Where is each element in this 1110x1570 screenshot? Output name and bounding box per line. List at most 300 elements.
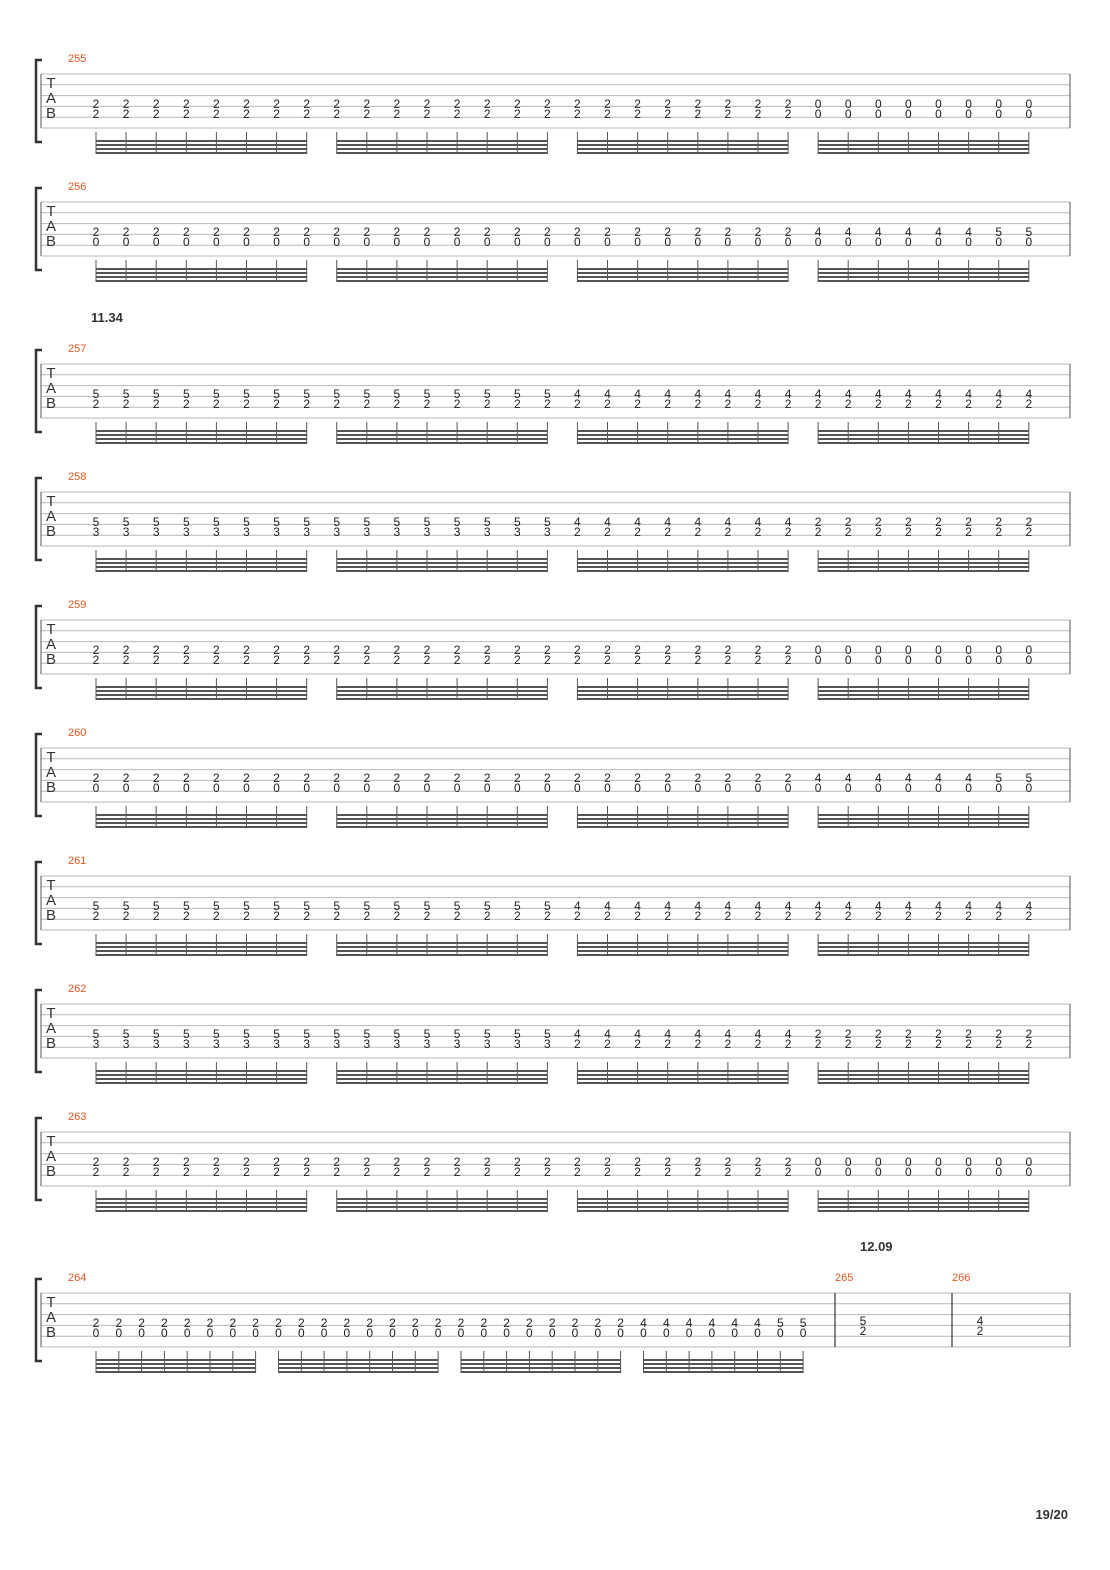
- fret-number: 2: [724, 397, 732, 411]
- fret-number: 2: [182, 643, 190, 657]
- fret-number: 0: [664, 235, 672, 249]
- fret-number: 2: [814, 909, 822, 923]
- fret-number: 2: [604, 653, 611, 667]
- tab-clef-letter: T: [46, 1005, 56, 1022]
- fret-number: 2: [814, 1027, 822, 1041]
- fret-number: 0: [874, 781, 882, 795]
- fret-number: 2: [423, 1165, 431, 1179]
- fret-number: 2: [333, 1155, 341, 1169]
- fret-number: 3: [213, 525, 220, 539]
- fret-number: 2: [393, 107, 401, 121]
- fret-number: 0: [874, 1155, 882, 1169]
- fret-number: 3: [92, 1037, 100, 1051]
- fret-number: 0: [965, 107, 972, 121]
- fret-number: 5: [122, 1027, 130, 1041]
- fret-number: 2: [152, 397, 160, 411]
- fret-number: 5: [122, 515, 130, 529]
- fret-number: 4: [634, 899, 641, 913]
- fret-number: 2: [453, 771, 461, 785]
- fret-number: 0: [275, 1326, 282, 1340]
- fret-number: 2: [574, 653, 581, 667]
- fret-number: 3: [152, 1037, 160, 1051]
- fret-number: 0: [995, 781, 1003, 795]
- fret-number: 2: [333, 1165, 341, 1179]
- fret-number: 2: [363, 771, 371, 785]
- tab-clef-letter: T: [46, 1294, 56, 1311]
- fret-number: 0: [1025, 97, 1033, 111]
- fret-number: 2: [92, 97, 100, 111]
- fret-number: 5: [483, 387, 491, 401]
- fret-number: 2: [965, 515, 972, 529]
- fret-number: 0: [1025, 107, 1033, 121]
- fret-number: 2: [574, 397, 581, 411]
- fret-number: 2: [634, 653, 641, 667]
- fret-number: 2: [363, 1165, 371, 1179]
- fret-number: 3: [333, 525, 341, 539]
- fret-number: 2: [152, 1165, 160, 1179]
- fret-number: 2: [784, 771, 792, 785]
- fret-number: 2: [513, 909, 521, 923]
- fret-number: 0: [544, 235, 551, 249]
- fret-number: 2: [604, 1037, 611, 1051]
- fret-number: 0: [617, 1326, 624, 1340]
- fret-number: 5: [303, 387, 311, 401]
- fret-number: 2: [152, 107, 160, 121]
- fret-number: 0: [138, 1326, 145, 1340]
- fret-number: 2: [664, 225, 672, 239]
- tab-system: [36, 1111, 1070, 1212]
- fret-number: 0: [548, 1326, 556, 1340]
- tab-clef-letter: B: [45, 105, 57, 122]
- fret-number: 2: [363, 643, 371, 657]
- measure-number: 263: [68, 1111, 87, 1123]
- tab-system: [36, 1239, 1070, 1373]
- fret-number: 3: [393, 1037, 401, 1051]
- fret-number: 2: [754, 525, 762, 539]
- fret-number: 0: [995, 653, 1003, 667]
- fret-number: 4: [784, 515, 792, 529]
- fret-number: 3: [483, 525, 491, 539]
- fret-number: 5: [333, 899, 341, 913]
- fret-number: 2: [694, 525, 702, 539]
- fret-number: 2: [243, 397, 250, 411]
- fret-number: 2: [393, 771, 401, 785]
- fret-number: 0: [844, 1155, 852, 1169]
- measure-number: 265: [835, 1272, 854, 1284]
- fret-number: 2: [1025, 1027, 1033, 1041]
- fret-number: 4: [965, 387, 972, 401]
- fret-number: 2: [333, 653, 341, 667]
- fret-number: 2: [995, 515, 1003, 529]
- fret-number: 3: [483, 1037, 491, 1051]
- fret-number: 0: [213, 235, 220, 249]
- fret-number: 5: [513, 387, 521, 401]
- fret-number: 4: [664, 387, 672, 401]
- fret-number: 0: [814, 653, 822, 667]
- fret-number: 2: [604, 225, 611, 239]
- fret-number: 5: [213, 387, 220, 401]
- tab-clef-letter: T: [46, 493, 56, 510]
- fret-number: 2: [844, 1027, 852, 1041]
- fret-number: 2: [935, 515, 942, 529]
- fret-number: 0: [935, 1165, 942, 1179]
- fret-number: 5: [453, 1027, 461, 1041]
- fret-number: 5: [483, 1027, 491, 1041]
- fret-number: 2: [363, 225, 371, 239]
- fret-number: 2: [333, 107, 341, 121]
- fret-number: 0: [844, 653, 852, 667]
- fret-number: 2: [480, 1316, 488, 1330]
- fret-number: 3: [423, 1037, 431, 1051]
- fret-number: 4: [754, 515, 762, 529]
- fret-number: 2: [229, 1316, 237, 1330]
- fret-number: 2: [995, 1037, 1003, 1051]
- fret-number: 2: [483, 909, 491, 923]
- fret-number: 2: [152, 771, 160, 785]
- fret-number: 0: [844, 107, 852, 121]
- tab-clef-letter: T: [46, 75, 56, 92]
- fret-number: 2: [92, 909, 100, 923]
- tab-system: [36, 181, 1070, 282]
- fret-number: 4: [814, 225, 822, 239]
- fret-number: 0: [844, 781, 852, 795]
- fret-number: 3: [453, 525, 461, 539]
- fret-number: 2: [1025, 909, 1033, 923]
- fret-number: 2: [694, 225, 702, 239]
- fret-number: 2: [574, 97, 581, 111]
- fret-number: 4: [664, 515, 672, 529]
- fret-number: 5: [483, 899, 491, 913]
- fret-number: 2: [526, 1316, 533, 1330]
- fret-number: 2: [453, 909, 461, 923]
- fret-number: 2: [634, 397, 641, 411]
- measure-number: 257: [68, 343, 87, 355]
- fret-number: 2: [874, 525, 882, 539]
- fret-number: 2: [213, 225, 220, 239]
- fret-number: 2: [844, 1037, 852, 1051]
- fret-number: 2: [965, 1027, 972, 1041]
- fret-number: 4: [574, 387, 581, 401]
- fret-number: 2: [634, 225, 641, 239]
- fret-number: 0: [874, 1165, 882, 1179]
- fret-number: 2: [483, 643, 491, 657]
- fret-number: 2: [182, 909, 190, 923]
- fret-number: 0: [393, 235, 401, 249]
- fret-number: 2: [935, 525, 942, 539]
- fret-number: 0: [754, 1326, 761, 1340]
- fret-number: 0: [905, 781, 912, 795]
- fret-number: 5: [513, 515, 521, 529]
- fret-number: 0: [457, 1326, 465, 1340]
- fret-number: 4: [574, 899, 581, 913]
- fret-number: 2: [574, 909, 581, 923]
- fret-number: 0: [995, 1165, 1003, 1179]
- fret-number: 5: [363, 1027, 371, 1041]
- fret-number: 2: [513, 97, 521, 111]
- fret-number: 2: [411, 1316, 419, 1330]
- section-marker: 11.34: [91, 310, 123, 325]
- fret-number: 2: [905, 1027, 912, 1041]
- fret-number: 0: [814, 97, 822, 111]
- fret-number: 0: [905, 235, 912, 249]
- fret-number: 0: [483, 235, 491, 249]
- tab-system: [36, 53, 1070, 154]
- fret-number: 4: [814, 771, 822, 785]
- tab-clef-letter: T: [46, 877, 56, 894]
- fret-number: 2: [754, 1037, 762, 1051]
- tab-clef-letter: A: [45, 764, 57, 781]
- fret-number: 2: [483, 1155, 491, 1169]
- fret-number: 0: [213, 781, 220, 795]
- fret-number: 5: [213, 899, 220, 913]
- fret-number: 2: [874, 397, 882, 411]
- fret-number: 2: [724, 225, 732, 239]
- fret-number: 0: [874, 643, 882, 657]
- fret-number: 5: [182, 515, 190, 529]
- fret-number: 2: [152, 97, 160, 111]
- fret-number: 2: [1025, 397, 1033, 411]
- fret-number: 4: [874, 387, 882, 401]
- fret-number: 2: [694, 1037, 702, 1051]
- fret-number: 5: [483, 515, 491, 529]
- fret-number: 0: [776, 1326, 784, 1340]
- fret-number: 2: [333, 97, 341, 111]
- fret-number: 2: [513, 653, 521, 667]
- tab-system: [36, 310, 1070, 444]
- fret-number: 0: [393, 781, 401, 795]
- fret-number: 4: [685, 1316, 693, 1330]
- fret-number: 2: [544, 1155, 551, 1169]
- fret-number: 2: [617, 1316, 624, 1330]
- fret-number: 0: [1025, 643, 1033, 657]
- fret-number: 2: [664, 909, 672, 923]
- fret-number: 0: [905, 97, 912, 111]
- fret-number: 0: [784, 235, 792, 249]
- fret-number: 0: [754, 235, 762, 249]
- fret-number: 2: [965, 1037, 972, 1051]
- fret-number: 5: [333, 1027, 341, 1041]
- fret-number: 4: [935, 225, 942, 239]
- fret-number: 0: [480, 1326, 488, 1340]
- fret-number: 0: [571, 1326, 579, 1340]
- fret-number: 2: [273, 397, 280, 411]
- fret-number: 2: [544, 653, 551, 667]
- fret-number: 4: [694, 515, 702, 529]
- fret-number: 0: [874, 235, 882, 249]
- fret-number: 2: [664, 771, 672, 785]
- fret-number: 2: [393, 397, 401, 411]
- fret-number: 5: [363, 515, 371, 529]
- fret-number: 2: [213, 653, 220, 667]
- fret-number: 2: [423, 397, 431, 411]
- fret-number: 2: [483, 107, 491, 121]
- fret-number: 2: [513, 397, 521, 411]
- fret-number: 2: [905, 515, 912, 529]
- fret-number: 2: [138, 1316, 145, 1330]
- fret-number: 0: [724, 781, 732, 795]
- fret-number: 2: [152, 653, 160, 667]
- fret-number: 2: [161, 1316, 168, 1330]
- fret-number: 4: [708, 1316, 716, 1330]
- fret-number: 0: [389, 1326, 396, 1340]
- fret-number: 5: [92, 387, 100, 401]
- fret-number: 0: [708, 1326, 716, 1340]
- fret-number: 0: [731, 1326, 739, 1340]
- fret-number: 0: [995, 1155, 1003, 1169]
- fret-number: 2: [434, 1316, 442, 1330]
- fret-number: 2: [634, 1037, 641, 1051]
- fret-number: 0: [273, 235, 280, 249]
- fret-number: 2: [423, 643, 431, 657]
- fret-number: 2: [273, 643, 280, 657]
- fret-number: 4: [574, 1027, 581, 1041]
- fret-number: 4: [664, 899, 672, 913]
- fret-number: 0: [206, 1326, 214, 1340]
- fret-number: 3: [544, 1037, 551, 1051]
- fret-number: 2: [182, 1165, 190, 1179]
- fret-number: 5: [513, 1027, 521, 1041]
- fret-number: 2: [694, 771, 702, 785]
- fret-number: 2: [213, 107, 220, 121]
- tab-clef-letter: B: [45, 907, 57, 924]
- fret-number: 0: [662, 1326, 670, 1340]
- fret-number: 2: [453, 225, 461, 239]
- fret-number: 3: [92, 525, 100, 539]
- fret-number: 0: [995, 97, 1003, 111]
- fret-number: 5: [273, 1027, 280, 1041]
- fret-number: 5: [243, 515, 250, 529]
- fret-number: 0: [995, 107, 1003, 121]
- fret-number: 2: [664, 1037, 672, 1051]
- fret-number: 2: [92, 1316, 100, 1330]
- fret-number: 2: [363, 107, 371, 121]
- fret-number: 0: [905, 107, 912, 121]
- fret-number: 4: [905, 225, 912, 239]
- fret-number: 2: [273, 909, 280, 923]
- fret-number: 0: [905, 643, 912, 657]
- fret-number: 4: [905, 899, 912, 913]
- fret-number: 4: [935, 899, 942, 913]
- fret-number: 2: [243, 1155, 250, 1169]
- fret-number: 5: [423, 387, 431, 401]
- fret-number: 2: [724, 1037, 732, 1051]
- fret-number: 0: [594, 1326, 602, 1340]
- tab-clef-letter: T: [46, 1133, 56, 1150]
- measure-number: 259: [68, 599, 87, 611]
- fret-number: 2: [122, 771, 130, 785]
- fret-number: 5: [423, 899, 431, 913]
- fret-number: 2: [574, 107, 581, 121]
- fret-number: 2: [453, 397, 461, 411]
- fret-number: 2: [483, 225, 491, 239]
- fret-number: 2: [664, 97, 672, 111]
- fret-number: 5: [393, 899, 401, 913]
- fret-number: 2: [513, 643, 521, 657]
- fret-number: 4: [814, 899, 822, 913]
- fret-number: 2: [92, 771, 100, 785]
- fret-number: 2: [1025, 525, 1033, 539]
- fret-number: 2: [874, 1037, 882, 1051]
- tab-clef-letter: B: [45, 395, 57, 412]
- fret-number: 5: [122, 387, 130, 401]
- fret-number: 2: [544, 97, 551, 111]
- fret-number: 2: [604, 397, 611, 411]
- fret-number: 2: [548, 1316, 556, 1330]
- fret-number: 2: [483, 771, 491, 785]
- fret-number: 2: [754, 397, 762, 411]
- fret-number: 0: [182, 781, 190, 795]
- fret-number: 2: [423, 909, 431, 923]
- fret-number: 2: [724, 653, 732, 667]
- fret-number: 2: [122, 1155, 130, 1169]
- tab-clef-letter: T: [46, 749, 56, 766]
- fret-number: 2: [513, 225, 521, 239]
- fret-number: 0: [844, 97, 852, 111]
- fret-number: 3: [303, 525, 311, 539]
- fret-number: 5: [363, 899, 371, 913]
- fret-number: 2: [694, 397, 702, 411]
- fret-number: 2: [814, 525, 822, 539]
- fret-number: 5: [544, 387, 551, 401]
- fret-number: 2: [724, 1165, 732, 1179]
- fret-number: 0: [754, 781, 762, 795]
- fret-number: 2: [664, 107, 672, 121]
- fret-number: 0: [995, 643, 1003, 657]
- fret-number: 0: [1025, 235, 1033, 249]
- fret-number: 2: [457, 1316, 465, 1330]
- fret-number: 3: [363, 1037, 371, 1051]
- section-marker: 12.09: [860, 1239, 893, 1254]
- fret-number: 0: [685, 1326, 693, 1340]
- fret-number: 4: [662, 1316, 670, 1330]
- fret-number: 2: [320, 1316, 328, 1330]
- fret-number: 2: [453, 1165, 461, 1179]
- fret-number: 2: [754, 1155, 762, 1169]
- fret-number: 2: [243, 107, 250, 121]
- fret-number: 2: [664, 1155, 672, 1169]
- fret-number: 2: [393, 97, 401, 111]
- fret-number: 2: [664, 525, 672, 539]
- fret-number: 2: [844, 397, 852, 411]
- fret-number: 5: [213, 515, 220, 529]
- fret-number: 2: [965, 525, 972, 539]
- fret-number: 4: [814, 387, 822, 401]
- fret-number: 2: [182, 107, 190, 121]
- fret-number: 3: [122, 1037, 130, 1051]
- fret-number: 4: [694, 899, 702, 913]
- fret-number: 3: [513, 1037, 521, 1051]
- fret-number: 3: [243, 1037, 250, 1051]
- fret-number: 2: [905, 525, 912, 539]
- fret-number: 2: [303, 909, 311, 923]
- fret-number: 2: [152, 1155, 160, 1169]
- fret-number: 4: [694, 387, 702, 401]
- fret-number: 2: [965, 909, 972, 923]
- fret-number: 2: [243, 225, 250, 239]
- fret-number: 2: [423, 107, 431, 121]
- fret-number: 2: [453, 107, 461, 121]
- fret-number: 2: [393, 1155, 401, 1169]
- fret-number: 2: [243, 653, 250, 667]
- fret-number: 2: [784, 1037, 792, 1051]
- fret-number: 0: [634, 781, 641, 795]
- fret-number: 0: [965, 643, 972, 657]
- fret-number: 0: [694, 781, 702, 795]
- fret-number: 0: [303, 781, 311, 795]
- fret-number: 2: [784, 1165, 792, 1179]
- fret-number: 5: [544, 899, 551, 913]
- tab-clef-letter: A: [45, 1020, 57, 1037]
